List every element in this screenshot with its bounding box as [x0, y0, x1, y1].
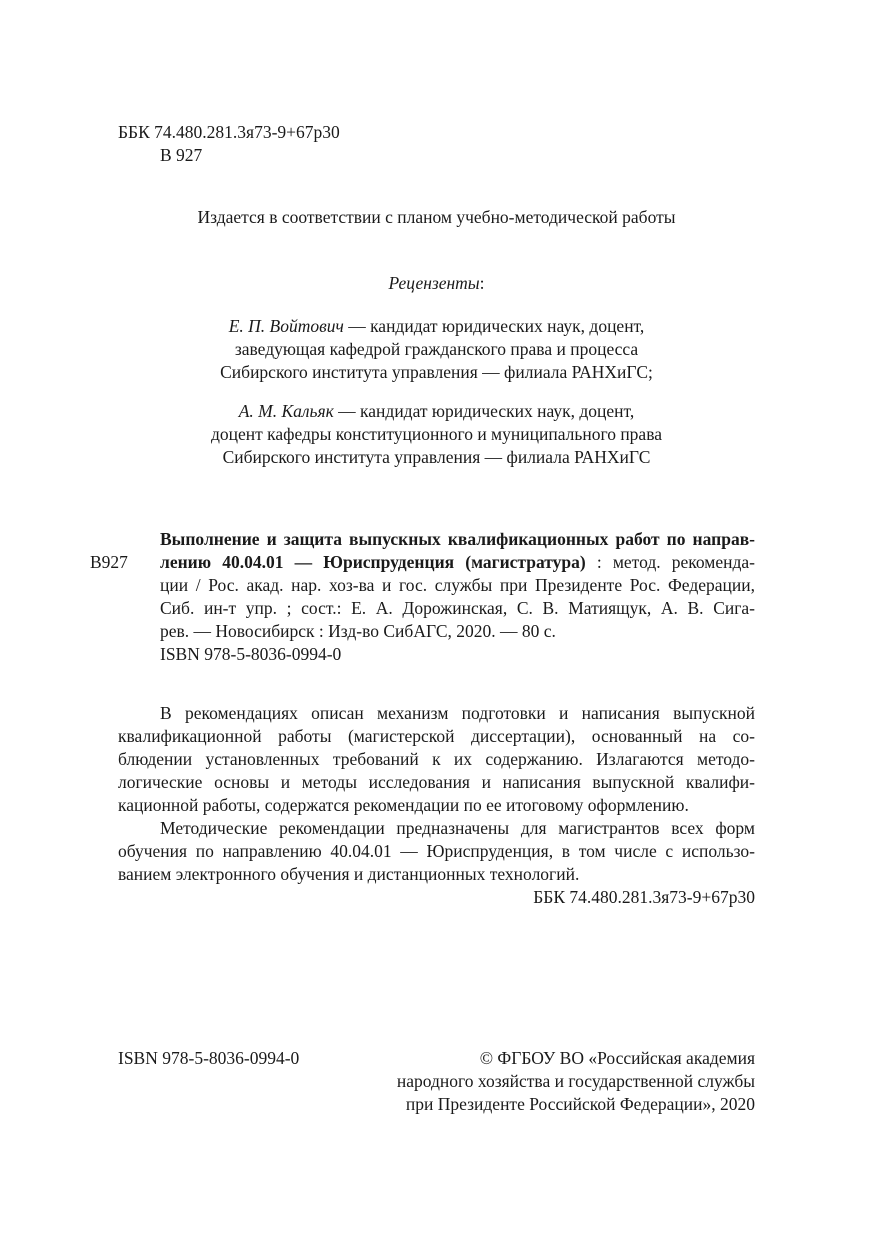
publication-note: Издается в соответствии с планом учебно-методической работы	[197, 207, 676, 227]
bib-title-line-1: Выполнение и защита выпускных квалификационных работ по направ-	[160, 529, 755, 549]
reviewer-2-institution: Сибирского института управления — филиала РАНХиГС	[222, 447, 651, 467]
reviewer-2-name: А. М. Кальяк	[238, 401, 334, 421]
bib-line-5: рев. — Новосибирск : Изд-во СибАГС, 2020. — 80 с.	[160, 621, 556, 641]
footer-copyright	[355, 1047, 755, 1116]
reviewer-1-name: Е. П. Войтович	[228, 316, 344, 336]
bib-mark: В927	[90, 552, 128, 572]
abstract	[118, 702, 755, 909]
reviewer-2-degree: — кандидат юридических наук, доцент,	[333, 401, 635, 421]
abstract-p2-line-3: ванием электронного обучения и дистанционных технологий.	[118, 864, 580, 884]
reviewer-2-position: доцент кафедры конституционного и муниципального права	[210, 424, 663, 444]
reviewer-1-position: заведующая кафедрой гражданского права и процесса	[234, 339, 639, 359]
bib-line-3: ции / Рос. акад. нар. хоз-ва и гос. службы при Президенте Рос. Федерации,	[160, 575, 755, 595]
reviewers-heading	[118, 272, 755, 295]
bib-title-line-2: лению 40.04.01 — Юриспруденция (магистратура)	[160, 552, 586, 572]
abstract-p1-line-3: блюдении установленных требований к их содержанию. Излагаются методо-	[118, 749, 755, 769]
reviewer-1-institution: Сибирского института управления — филиала РАНХиГС;	[220, 362, 653, 382]
abstract-p2-line-2: обучения по направлению 40.04.01 — Юриспруденция, в том числе с использо-	[118, 841, 755, 861]
copyright-line-1: © ФГБОУ ВО «Российская академия	[479, 1048, 755, 1068]
abstract-p1-line-1: В рекомендациях описан механизм подготовки и написания выпускной	[160, 703, 755, 723]
header-bbk: ББК 74.480.281.3я73-9+67р30	[118, 122, 340, 142]
bib-line-4: Сиб. ин-т упр. ; сост.: Е. А. Дорожинская, С. В. Матиящук, А. В. Сига-	[160, 598, 755, 618]
bib-record	[160, 528, 755, 666]
abstract-p2-line-1: Методические рекомендации предназначены для магистрантов всех форм	[160, 818, 755, 838]
bib-line-2-rest: : метод. рекоменда-	[585, 552, 755, 572]
reviewer-1-degree: — кандидат юридических наук, доцент,	[343, 316, 645, 336]
abstract-p1-line-5: кационной работы, содержатся рекомендации по ее итоговому оформлению.	[118, 795, 689, 815]
bib-isbn: ISBN 978-5-8036-0994-0	[160, 644, 342, 664]
copyright-line-3: при Президенте Российской Федерации», 2020	[405, 1094, 755, 1114]
copyright-line-2: народного хозяйства и государственной службы	[396, 1071, 755, 1091]
header-author-mark: В 927	[160, 145, 203, 165]
abstract-p1-line-2: квалификационной работы (магистерской диссертации), основанный на со-	[118, 726, 755, 746]
abstract-p1-line-4: логические основы и методы исследования и написания выпускной квалифи-	[118, 772, 755, 792]
reviewer-2	[118, 400, 755, 469]
abstract-bbk: ББК 74.480.281.3я73-9+67р30	[533, 887, 755, 907]
reviewer-1	[118, 315, 755, 384]
reviewers-title-suffix: :	[479, 273, 485, 293]
reviewers-title: Рецензенты	[388, 273, 480, 293]
footer-isbn: ISBN 978-5-8036-0994-0	[118, 1048, 300, 1068]
